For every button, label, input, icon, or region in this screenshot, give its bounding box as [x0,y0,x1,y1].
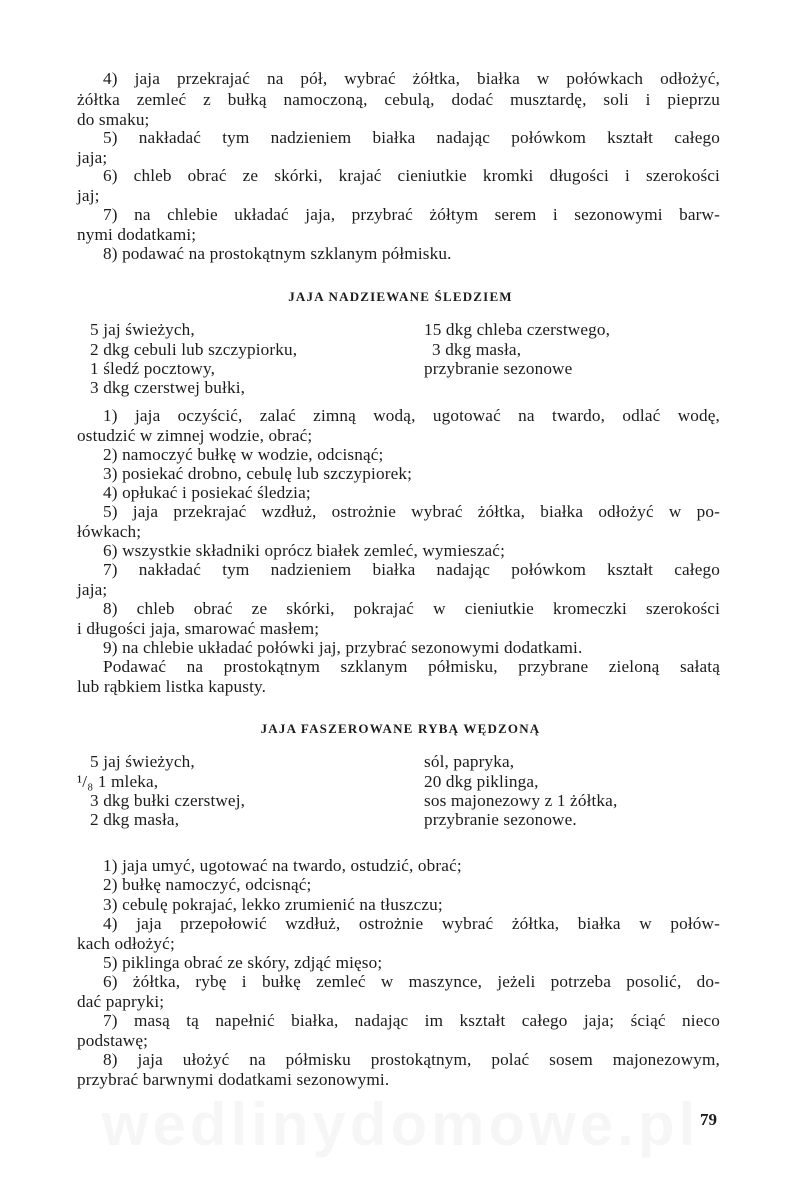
ingredient-item: ¹/₈ 1 mleka, [77,772,159,791]
step-line: 2) bułkę namoczyć, odcisnąć; [103,875,312,894]
step-line: jaja; [77,580,108,599]
step-line: Podawać na prostokątnym szklanym półmisku, przybrane zieloną sałatą [103,657,720,676]
ingredient-item: 5 jaj świeżych, [90,752,195,771]
step-line: nymi dodatkami; [77,225,197,244]
step-line: dać papryki; [77,992,165,1011]
ingredient-item: 15 dkg chleba czerstwego, [424,320,611,339]
step-line: 4) jaja przepołowić wzdłuż, ostrożnie wybrać żółtka, białka w połów- [103,914,720,933]
step-line: żółtka zemleć z bułką namoczoną, cebulą, dodać musztardę, soli i pieprzu [77,90,720,109]
step-line: 7) nakładać tym nadzieniem białka nadając połówkom kształt całego [103,560,720,579]
step-line: 4) opłukać i posiekać śledzia; [103,483,311,502]
ingredient-item: 1 śledź pocztowy, [90,359,216,378]
step-line: jaj; [77,186,100,205]
step-line: 5) piklinga obrać ze skóry, zdjąć mięso; [103,953,383,972]
ingredient-item: sól, papryka, [424,752,515,771]
step-line: przybrać barwnymi dodatkami sezonowymi. [77,1070,390,1089]
step-line: kach odłożyć; [77,934,175,953]
step-line: ostudzić w zimnej wodzie, obrać; [77,426,313,445]
step-line: 8) podawać na prostokątnym szklanym półmisku. [103,244,452,263]
page-number: 79 [700,1110,717,1129]
step-line: 4) jaja przekrajać na pół, wybrać żółtka, białka w połówkach odłożyć, [103,69,720,88]
step-line: 1) jaja umyć, ugotować na twardo, ostudzić, obrać; [103,856,462,875]
ingredient-item: 2 dkg cebuli lub szczypiorku, [90,340,298,359]
step-line: 7) na chlebie układać jaja, przybrać żółtym serem i sezonowymi barw- [103,205,720,224]
ingredient-item: przybranie sezonowe. [424,810,577,829]
ingredient-item: sos majonezowy z 1 żółtka, [424,791,618,810]
ingredient-item: przybranie sezonowe [424,359,573,378]
step-line: 8) jaja ułożyć na półmisku prostokątnym, polać sosem majonezowym, [103,1050,720,1069]
step-line: 5) nakładać tym nadzieniem białka nadając połówkom kształt całego [103,128,720,147]
step-line: 9) na chlebie układać połówki jaj, przybrać sezonowymi dodatkami. [103,638,583,657]
step-line: 8) chleb obrać ze skórki, pokrajać w cieniutkie kromeczki szerokości [103,599,720,618]
step-line: łówkach; [77,522,142,541]
step-line: do smaku; [77,110,150,129]
step-line: jaja; [77,148,108,167]
step-line: 6) żółtka, rybę i bułkę zemleć w maszynce, jeżeli potrzeba posolić, do- [103,972,720,991]
step-line: podstawę; [77,1031,149,1050]
step-line: 7) masą tą napełnić białka, nadając im kształt całego jaja; ściąć nieco [103,1011,720,1030]
ingredient-item: 5 jaj świeżych, [90,320,195,339]
ingredient-item: 20 dkg piklinga, [424,772,539,791]
watermark [0,1090,801,1159]
step-line: 5) jaja przekrajać wzdłuż, ostrożnie wybrać żółtka, białka odłożyć w po- [103,502,720,521]
step-line: 1) jaja oczyścić, zalać zimną wodą, ugotować na twardo, odlać wodę, [103,406,720,425]
step-line: 2) namoczyć bułkę w wodzie, odcisnąć; [103,445,384,464]
step-line: 3) posiekać drobno, cebulę lub szczypiorek; [103,464,413,483]
step-line: 6) wszystkie składniki oprócz białek zemleć, wymieszać; [103,541,505,560]
ingredient-item: 3 dkg masła, [432,340,522,359]
ingredient-item: 3 dkg czerstwej bułki, [90,378,246,397]
ingredient-item: 2 dkg masła, [90,810,180,829]
step-line: 3) cebulę pokrajać, lekko zrumienić na tłuszczu; [103,895,443,914]
recipe-title: JAJA FASZEROWANE RYBĄ WĘDZONĄ [260,721,541,736]
step-line: i długości jaja, smarować masłem; [77,619,320,638]
step-line: lub rąbkiem listka kapusty. [77,677,267,696]
recipe-title: JAJA NADZIEWANE ŚLEDZIEM [288,289,513,304]
ingredient-item: 3 dkg bułki czerstwej, [90,791,246,810]
step-line: 6) chleb obrać ze skórki, krajać cieniutkie kromki długości i szerokości [103,166,720,185]
